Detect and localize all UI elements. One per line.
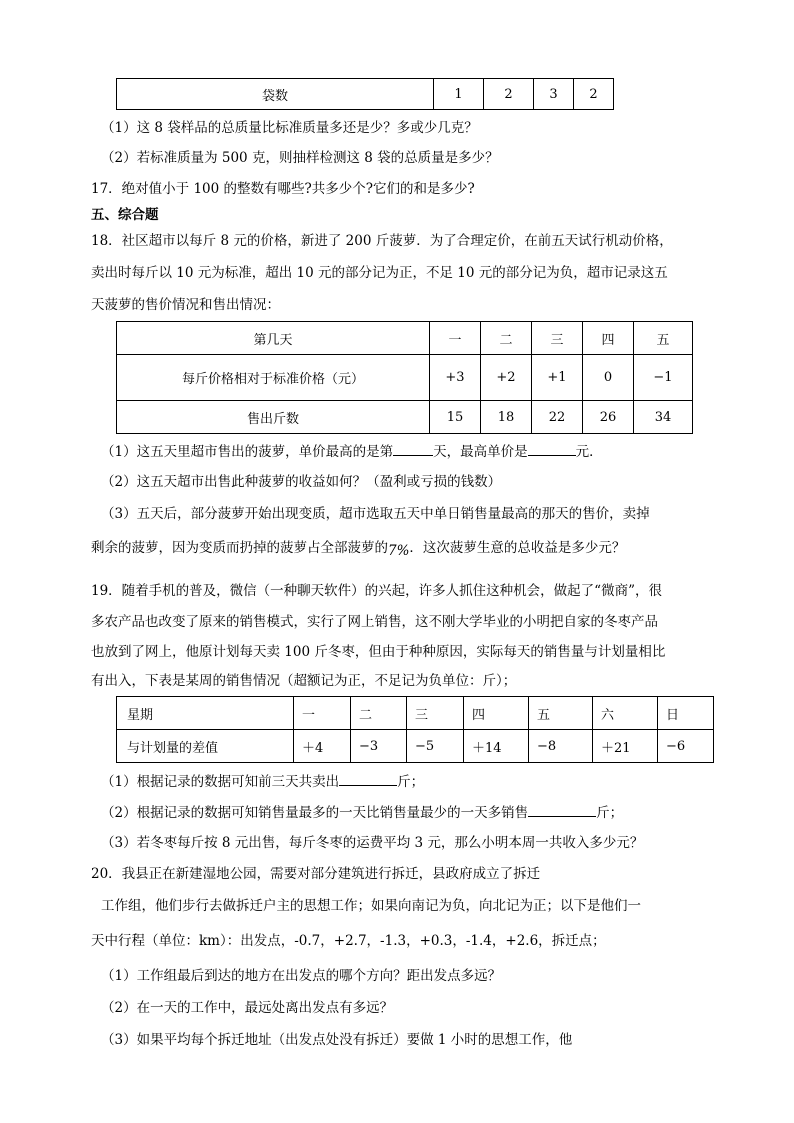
table-row-label: 每斤价格相对于标准价格（元） (117, 355, 430, 401)
jujube-sales-table (116, 696, 714, 763)
table-cell: −5 (407, 730, 464, 763)
question-18-part-2: （2）这五天超市出售此种菠萝的收益如何？（盈利或亏损的钱数） (101, 474, 502, 490)
question-20-part-1: （1）工作组最后到达的地方在出发点的哪个方向？距出发点多远？ (101, 968, 502, 984)
question-17: 17．绝对值小于 100 的整数有哪些?共多少个?它们的和是多少? (91, 181, 475, 197)
table-cell: +3 (430, 355, 481, 401)
question-19-part-2 (101, 802, 623, 823)
question-20-part-2: （2）在一天的工作中，最远处离出发点有多远？ (101, 1000, 394, 1016)
table-header: 星期 (117, 697, 294, 730)
table-header: 日 (658, 697, 714, 730)
table-cell: 3 (534, 79, 574, 110)
table-header: 四 (464, 697, 529, 730)
table-header: 五 (529, 697, 593, 730)
table-header: 五 (634, 322, 693, 355)
table-cell: ＋14 (464, 730, 529, 763)
question-18-part-3-line-1: （3）五天后，部分菠萝开始出现变质，超市选取五天中单日销售量最高的那天的售价，卖掉 (101, 506, 650, 522)
table-cell: ＋4 (294, 730, 351, 763)
section-heading-comprehensive: 五、综合题 (91, 207, 159, 223)
question-text: 斤； (397, 774, 425, 790)
question-16-part-1: （1）这 8 袋样品的总质量比标准质量多还是少？多或少几克？ (101, 120, 478, 136)
question-20-part-3: （3）如果平均每个拆迁地址（出发点处没有拆迁）要做 1 小时的思想工作，他 (101, 1032, 573, 1048)
question-text: ．这次菠萝生意的总收益是多少元？ (409, 540, 626, 556)
question-20-line-1: 20．我县正在新建湿地公园，需要对部分建筑进行拆迁，县政府成立了拆迁 (91, 866, 541, 882)
table-header: 二 (351, 697, 407, 730)
question-text: （1）这五天里超市售出的菠萝，单价最高的是第 (101, 444, 394, 460)
table-row-label: 与计划量的差值 (117, 730, 294, 763)
question-19-line-4: 有出入，下表是某周的销售情况（超额记为正，不足记为负单位：斤）； (91, 673, 517, 689)
question-18-part-1 (101, 441, 603, 462)
answer-blank[interactable] (339, 771, 397, 786)
bag-count-table (116, 78, 614, 110)
table-cell: 2 (574, 79, 614, 110)
table-cell: −1 (634, 355, 693, 401)
answer-blank[interactable] (528, 441, 576, 456)
table-header: 第几天 (117, 322, 430, 355)
percent-value: 7% (388, 543, 410, 559)
answer-blank[interactable] (393, 441, 433, 456)
question-text: （1）根据记录的数据可知前三天共卖出 (101, 774, 340, 790)
question-16-part-2: （2）若标准质量为 500 克，则抽样检测这 8 袋的总质量是多少？ (101, 150, 499, 166)
question-19-part-3: （3）若冬枣每斤按 8 元出售，每斤冬枣的运费平均 3 元，那么小明本周一共收入多少元？ (101, 835, 644, 851)
question-18-line-1: 18．社区超市以每斤 8 元的价格，新进了 200 斤菠萝．为了合理定价，在前五天试行机动价格， (91, 233, 673, 249)
table-cell: 22 (532, 401, 583, 434)
table-header: 三 (532, 322, 583, 355)
table-cell: ＋21 (593, 730, 658, 763)
question-text: （2）根据记录的数据可知销售量最多的一天比销售量最少的一天多销售 (101, 805, 529, 821)
table-cell: −6 (658, 730, 714, 763)
table-cell: +2 (481, 355, 532, 401)
bag-count-label: 袋数 (117, 79, 434, 110)
question-18-part-3-line-2 (91, 538, 625, 558)
question-text: 剩余的菠萝，因为变质而扔掉的菠萝占全部菠萝的 (91, 540, 388, 556)
table-cell: 18 (481, 401, 532, 434)
question-20-line-2: 工作组，他们步行去做拆迁户主的思想工作；如果向南记为负，向北记为正；以下是他们一 (101, 898, 641, 914)
table-header: 四 (583, 322, 634, 355)
question-text: 天，最高单价是 (433, 444, 528, 460)
question-20-line-3: 天中行程（单位：km）：出发点，-0.7，+2.7，-1.3，+0.3，-1.4，+2.6，拆迁点； (91, 933, 606, 949)
table-cell: −3 (351, 730, 407, 763)
table-row-label: 售出斤数 (117, 401, 430, 434)
question-text: 元． (575, 444, 603, 460)
table-header: 三 (407, 697, 464, 730)
answer-blank[interactable] (528, 802, 596, 817)
question-19-line-2: 多农产品也改变了原来的销售模式，实行了网上销售，这不刚大学毕业的小明把自家的冬枣产品 (91, 614, 658, 630)
table-cell: +1 (532, 355, 583, 401)
table-header: 一 (430, 322, 481, 355)
question-19-line-3: 也放到了网上，他原计划每天卖 100 斤冬枣，但由于种种原因，实际每天的销售量与计划量相比 (91, 644, 666, 660)
question-18-line-3: 天菠萝的售价情况和售出情况： (91, 297, 280, 313)
table-cell: 2 (484, 79, 534, 110)
table-header: 六 (593, 697, 658, 730)
table-cell: 0 (583, 355, 634, 401)
question-text: 斤； (596, 805, 624, 821)
question-18-line-2: 卖出时每斤以 10 元为标准，超出 10 元的部分记为正，不足 10 元的部分记为负，超市记录这五 (91, 265, 668, 281)
table-cell: −8 (529, 730, 593, 763)
pineapple-sales-table (116, 321, 693, 434)
table-cell: 15 (430, 401, 481, 434)
table-header: 二 (481, 322, 532, 355)
table-cell: 1 (434, 79, 484, 110)
table-cell: 26 (583, 401, 634, 434)
table-header: 一 (294, 697, 351, 730)
question-19-part-1 (101, 771, 424, 792)
table-cell: 34 (634, 401, 693, 434)
question-19-line-1: 19．随着手机的普及，微信（一种聊天软件）的兴起，许多人抓住这种机会，做起了“微商”，很 (91, 583, 662, 599)
